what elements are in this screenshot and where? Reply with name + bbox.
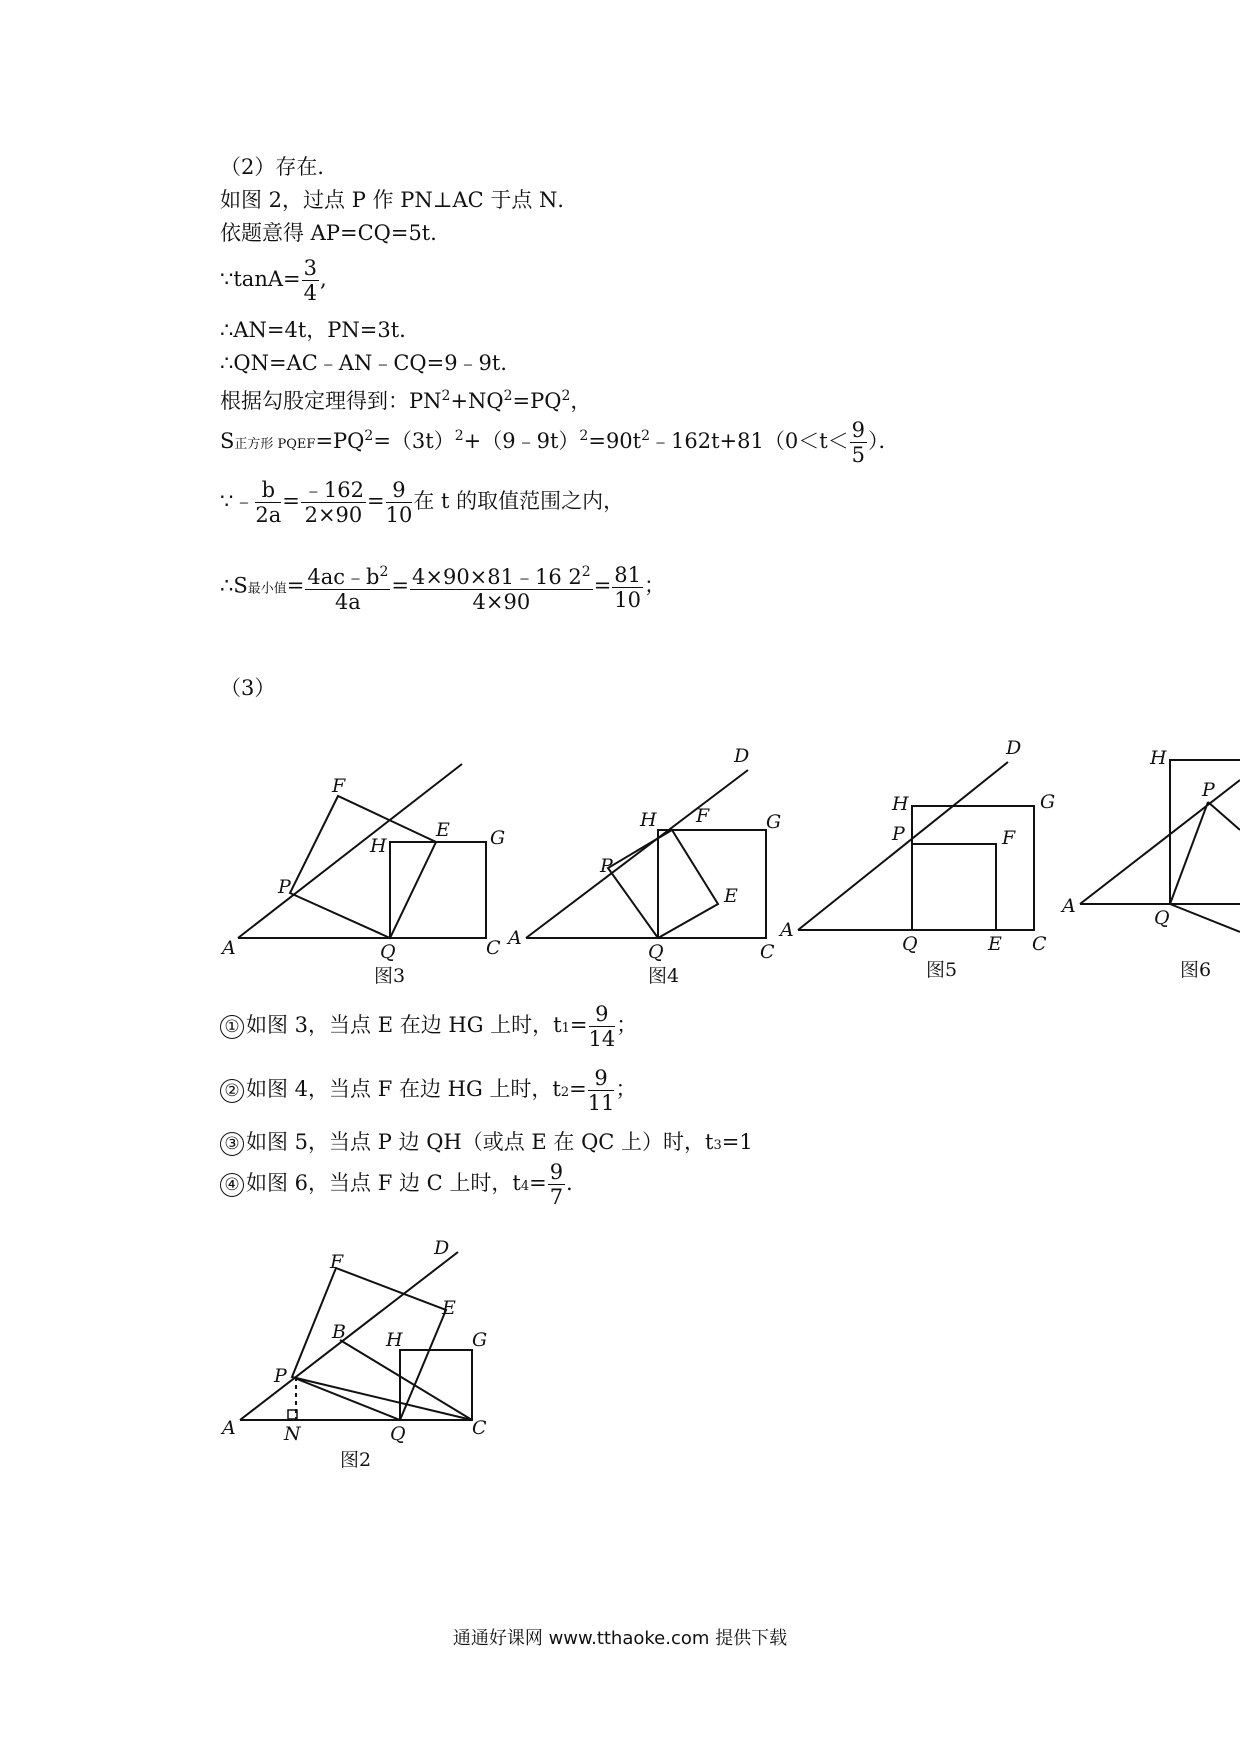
- sup: 2: [579, 428, 589, 444]
- figure-2: [220, 1237, 487, 1471]
- figure-2-caption: 图2: [340, 1449, 372, 1471]
- punct: ,: [319, 267, 327, 291]
- figure-3: [220, 764, 505, 987]
- denominator: 14: [588, 1027, 616, 1051]
- numerator: 9: [851, 418, 866, 442]
- line-ap-cq: 依题意得 AP=CQ=5t．: [220, 221, 452, 245]
- text: 如图 4，当点 F 在边 HG 上时，t: [246, 1077, 561, 1101]
- label-g: G: [766, 811, 782, 833]
- label-f: F: [1002, 827, 1016, 849]
- numerator: b: [255, 478, 281, 503]
- text: =（3t）: [373, 429, 455, 453]
- case-3: [220, 1130, 753, 1158]
- label-b: B: [332, 1321, 346, 1343]
- case-4: [220, 1160, 587, 1209]
- label-p: P: [278, 876, 291, 898]
- label-d: D: [434, 1237, 450, 1259]
- label-q: Q: [902, 933, 918, 955]
- case-number: ②: [220, 1079, 244, 1103]
- sup: 2: [441, 388, 451, 404]
- text: 根据勾股定理得到：PN: [220, 389, 442, 413]
- label-f: F: [330, 1251, 344, 1273]
- label-h: H: [386, 1329, 403, 1351]
- sup: 2: [561, 388, 571, 404]
- figure-5: [778, 737, 1055, 981]
- label-e: E: [988, 933, 1002, 955]
- label-g: G: [472, 1329, 488, 1351]
- label-e: E: [724, 885, 738, 907]
- text: +NQ: [450, 389, 504, 413]
- subscript: 1: [561, 1021, 570, 1036]
- label-e: E: [436, 819, 450, 841]
- label-a: A: [222, 1417, 236, 1439]
- text: 如图 6，当点 F 边 C 上时，t: [246, 1171, 521, 1195]
- subscript: 2: [560, 1085, 570, 1100]
- equals: =: [286, 573, 305, 598]
- numerator: 9: [386, 478, 413, 503]
- numerator: 9: [589, 1002, 616, 1027]
- sup: 2: [454, 428, 464, 444]
- text: 在 t 的取值范围之内，: [413, 489, 625, 513]
- case-2: [220, 1066, 636, 1115]
- label-p: P: [274, 1365, 287, 1387]
- equals: =: [529, 1171, 547, 1195]
- numerator: 3: [303, 256, 317, 280]
- text: 如图 3，当点 E 在边 HG 上时，t: [246, 1013, 562, 1037]
- figure-6-caption: 图6: [1180, 959, 1212, 981]
- label-c: C: [486, 937, 501, 959]
- equals: =: [282, 489, 300, 513]
- denominator: 5: [851, 443, 866, 467]
- label-p: P: [1202, 779, 1215, 801]
- label-c: C: [472, 1417, 487, 1439]
- label-d: D: [1006, 737, 1022, 759]
- text: 4ac﹣b: [307, 565, 380, 589]
- text: +（9﹣9t）: [463, 429, 580, 453]
- part2-heading: （2）存在．: [220, 155, 339, 179]
- label-a: A: [1062, 895, 1076, 917]
- label-e: E: [442, 1297, 456, 1319]
- sup: 2: [379, 564, 389, 580]
- denominator: 2a: [255, 503, 282, 527]
- label-c: C: [760, 941, 775, 963]
- text: 4×90×81﹣16 2: [412, 565, 582, 589]
- label-n: N: [284, 1423, 301, 1445]
- case-number: ④: [220, 1173, 244, 1197]
- label-h: H: [640, 809, 657, 831]
- text: =1: [721, 1130, 753, 1154]
- denominator: 7: [549, 1185, 564, 1209]
- label-h: H: [370, 835, 387, 857]
- case-1: [220, 1002, 637, 1051]
- line-construction: 如图 2，过点 P 作 PN⊥AC 于点 N．: [220, 188, 579, 212]
- part3-heading: （3）: [220, 676, 276, 700]
- equals: =: [391, 573, 409, 598]
- t2-fraction: [588, 1066, 615, 1115]
- label-c: C: [1032, 933, 1047, 955]
- figure-6: [1060, 747, 1240, 981]
- line-an-pn: ∴AN=4t，PN=3t．: [220, 318, 421, 342]
- label-a: A: [508, 927, 522, 949]
- line-qn: ∴QN=AC﹣AN﹣CQ=9﹣9t．: [220, 351, 522, 375]
- label-q: Q: [390, 1423, 406, 1445]
- figure-5-caption: 图5: [926, 959, 958, 981]
- label-q: Q: [1154, 907, 1170, 929]
- t4-fraction: [548, 1160, 565, 1209]
- label-h: H: [892, 793, 909, 815]
- text: ，: [570, 389, 592, 413]
- tan-text: ∵tanA=: [220, 267, 301, 291]
- figure-4: [506, 745, 781, 987]
- label-d: D: [734, 745, 750, 767]
- sup: 2: [364, 428, 374, 444]
- text: S: [220, 429, 235, 453]
- text: ；: [615, 1077, 637, 1101]
- denominator: 10: [614, 587, 642, 612]
- label-f: F: [332, 775, 346, 797]
- t1-fraction: [589, 1002, 616, 1051]
- subscript: 最小值: [247, 581, 287, 597]
- denominator: 4a: [334, 590, 361, 614]
- denominator: 10: [385, 503, 413, 527]
- text: ∴S: [220, 573, 248, 598]
- sup: 2: [503, 388, 513, 404]
- figure-3-caption: 图3: [374, 965, 406, 987]
- subscript: 4: [520, 1179, 530, 1194]
- numerator: 9: [588, 1066, 615, 1091]
- text: ；: [644, 573, 666, 598]
- case-number: ③: [220, 1132, 244, 1156]
- text: 如图 5，当点 P 边 QH（或点 E 在 QC 上）时，t: [246, 1130, 714, 1154]
- label-f: F: [696, 805, 710, 827]
- case-number: ①: [220, 1015, 244, 1039]
- numerator: 81: [614, 562, 642, 587]
- label-a: A: [780, 919, 794, 941]
- text: ）．: [868, 429, 900, 453]
- label-p: P: [600, 855, 613, 877]
- label-q: Q: [380, 941, 396, 963]
- denominator: 4: [303, 281, 317, 305]
- text: ∵﹣: [220, 489, 255, 513]
- label-a: A: [222, 937, 236, 959]
- sup: 2: [641, 428, 651, 444]
- label-g: G: [490, 827, 506, 849]
- equals: =: [366, 489, 385, 513]
- denominator: 11: [587, 1091, 615, 1115]
- text: ﹣162t+81（0＜t＜: [650, 429, 849, 453]
- text: =90t: [588, 429, 642, 453]
- subscript: 正方形 PQEF: [234, 437, 316, 452]
- figure-4-caption: 图4: [648, 965, 680, 987]
- label-q: Q: [648, 941, 664, 963]
- numerator: ﹣162: [302, 478, 364, 502]
- label-h: H: [1150, 747, 1167, 769]
- equals: =: [569, 1077, 587, 1101]
- equals: =: [593, 573, 612, 598]
- numerator: 9: [549, 1160, 564, 1184]
- subscript: 3: [713, 1138, 722, 1153]
- label-g: G: [1040, 791, 1056, 813]
- text: ．: [566, 1171, 588, 1195]
- text: ；: [616, 1013, 638, 1037]
- denominator: 2×90: [304, 503, 363, 527]
- text: =PQ: [315, 429, 365, 453]
- denominator: 4×90: [472, 590, 531, 614]
- text: =PQ: [512, 389, 562, 413]
- equals: =: [569, 1013, 588, 1037]
- sup: 2: [581, 564, 591, 580]
- label-p: P: [892, 823, 905, 845]
- footer: 通通好课网 www.tthaoke.com 提供下载: [452, 1628, 788, 1649]
